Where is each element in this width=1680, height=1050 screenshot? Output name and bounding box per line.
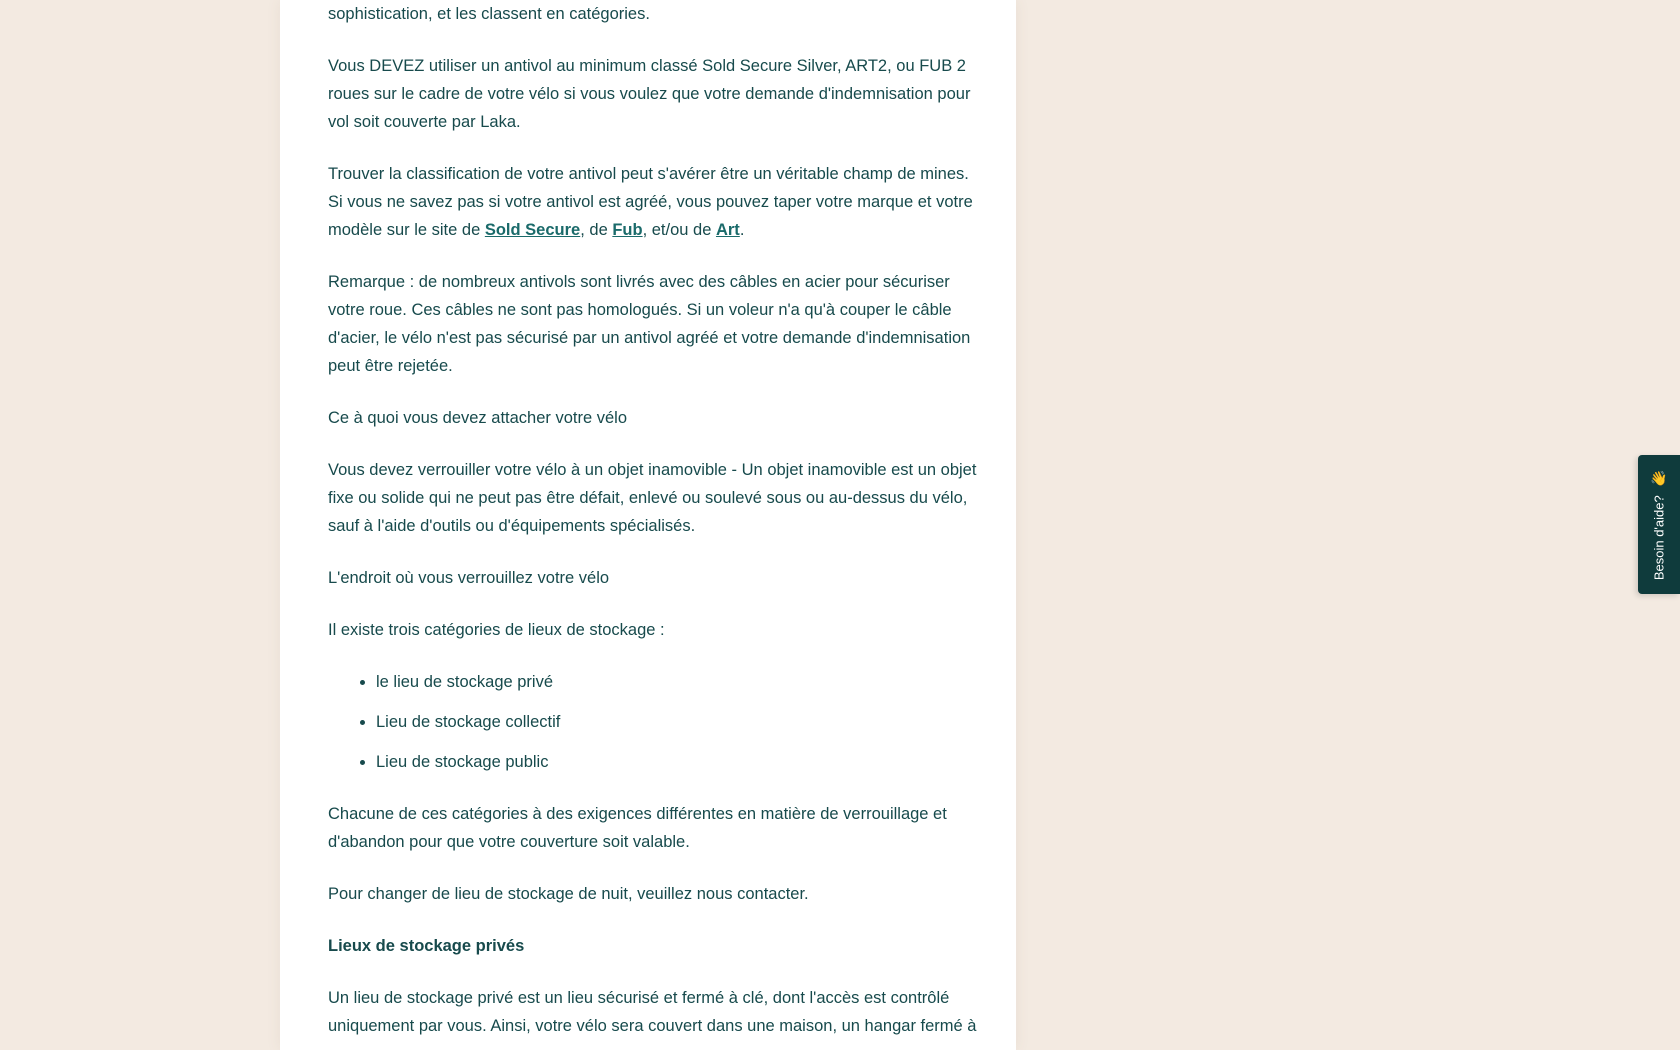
- fub-link[interactable]: Fub: [612, 221, 643, 239]
- heading-private-storage: Lieux de stockage privés: [328, 937, 525, 955]
- separator-text: , de: [580, 221, 613, 239]
- article-card: [280, 0, 1016, 1050]
- help-label: Besoin d'aide?: [1651, 494, 1667, 580]
- help-button-content: [1651, 469, 1668, 579]
- paragraph-classification: sophistication, et les classent en catégories.: [328, 5, 650, 23]
- subheading-location: L'endroit où vous verrouillez votre vélo: [328, 569, 610, 587]
- waving-hand-icon: 👋: [1650, 469, 1668, 486]
- sold-secure-link[interactable]: Sold Secure: [484, 221, 581, 239]
- paragraph-change-location: Pour changer de lieu de stockage de nuit, veuillez nous contacter.: [328, 885, 809, 903]
- list-item: • Lieu de stockage collectif: [376, 708, 978, 736]
- paragraph-immovable-object: Vous devez verrouiller votre vélo à un objet inamovible - Un objet inamovible est un objet fixe ou solide qui ne peut pas être défait, enlevé ou soulevé sous ou au-dessus du vélo, sauf à l'aide d'outils ou d'équipements spécialisés.: [328, 461, 977, 535]
- paragraph-find-rating: [328, 160, 978, 244]
- art-link[interactable]: Art: [715, 221, 740, 239]
- paragraph-three-categories: Il existe trois catégories de lieux de stockage :: [328, 621, 665, 639]
- paragraph-category-requirements: Chacune de ces catégories à des exigences différentes en matière de verrouillage et d'abandon pour que votre couverture soit valable.: [328, 805, 947, 851]
- list-item: • le lieu de stockage privé: [376, 668, 978, 696]
- paragraph-lock-requirement: Vous DEVEZ utiliser un antivol au minimum classé Sold Secure Silver, ART2, ou FUB 2 roues sur le cadre de votre vélo si vous voulez que votre demande d'indemnisation pour vol soit couverte par Laka.: [328, 57, 971, 131]
- paragraph-cable-note: Remarque : de nombreux antivols sont livrés avec des câbles en acier pour sécuriser votre roue. Ces câbles ne sont pas homologués. Si un voleur n'a qu'à couper le câble d'acier, le vélo n'est pas sécurisé par un antivol agréé et votre demande d'indemnisation peut être rejetée.: [328, 273, 971, 375]
- find-rating-text: Trouver la classification de votre antivol peut s'avérer être un véritable champ de mines. Si vous ne savez pas si votre antivol est agréé, vous pouvez taper votre marque et votre modèle sur le site de: [328, 165, 973, 239]
- subheading-attach: Ce à quoi vous devez attacher votre vélo: [328, 409, 628, 427]
- paragraph-private-storage: Un lieu de stockage privé est un lieu sécurisé et fermé à clé, dont l'accès est contrôlé uniquement par vous. Ainsi, votre vélo sera couvert dans une maison, un hangar fermé à: [328, 989, 977, 1035]
- period-text: .: [739, 221, 745, 239]
- help-button[interactable]: [1638, 455, 1680, 594]
- separator-text: , et/ou de: [642, 221, 716, 239]
- article-body: [328, 0, 978, 1050]
- storage-category-list: [328, 668, 978, 776]
- list-item: • Lieu de stockage public: [376, 748, 978, 776]
